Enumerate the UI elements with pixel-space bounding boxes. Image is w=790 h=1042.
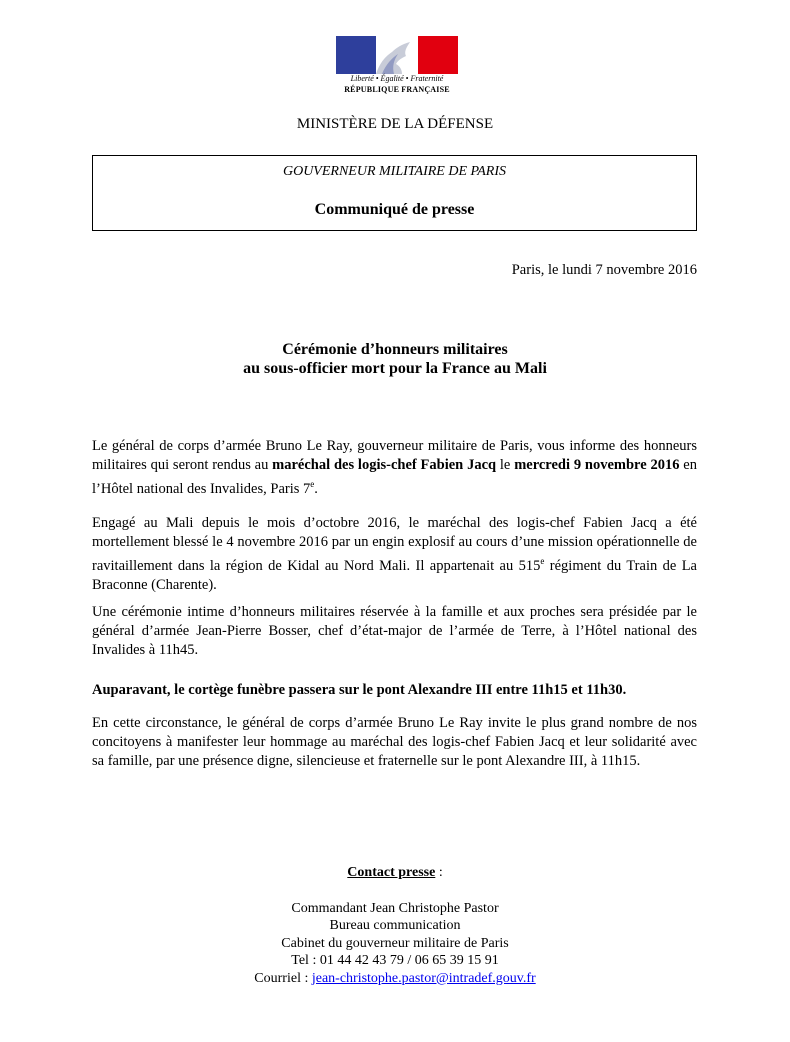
contact-phone: Tel : 01 44 42 43 79 / 06 65 39 15 91 <box>291 953 499 968</box>
title-line-1: Cérémonie d’honneurs militaires <box>282 341 508 358</box>
press-contact <box>0 864 790 987</box>
marianne-flag-icon <box>336 36 458 74</box>
ministry-name: MINISTÈRE DE LA DÉFENSE <box>296 116 494 132</box>
p2-text-a: Engagé au Mali depuis le mois d’octobre 2016, le maréchal des logis-chef Fabien Jacq a été mortellement blessé le 4 novembre 2016 par un engin explosif au cours d’une mission opérationnelle de ravitaillement dans la région de Kidal au Nord Mali. Il appartenait au 515 <box>92 515 697 574</box>
p2-text-b: régiment du Train de La Braconne (Charente). <box>92 557 697 593</box>
paragraph-biography <box>92 514 697 595</box>
contact-email-link[interactable]: jean-christophe.pastor@intradef.gouv.fr <box>311 970 536 986</box>
paragraph-ceremony: Une cérémonie intime d’honneurs militaires réservée à la famille et aux proches sera présidée par le général d’armée Jean-Pierre Bosser, chef d’état-major de l’armée de Terre, à l’Hôtel national des Invalides à 11h45. <box>92 604 697 658</box>
governor-title: GOUVERNEUR MILITAIRE DE PARIS <box>282 164 507 179</box>
contact-heading-suffix: : <box>435 865 443 880</box>
p2-superscript: e <box>540 556 545 566</box>
communique-title: Communiqué de presse <box>314 201 475 218</box>
republique-francaise-logo <box>336 36 458 100</box>
contact-email-label: Courriel : <box>254 970 312 986</box>
p4-text: Auparavant, le cortège funèbre passera sur le pont Alexandre III entre 11h15 et 11h30. <box>92 682 627 698</box>
p1-superscript: e <box>310 479 315 489</box>
logo-republique-francaise: RÉPUBLIQUE FRANÇAISE <box>344 85 450 94</box>
p1-text-f: . <box>314 480 318 497</box>
dateline: Paris, le lundi 7 novembre 2016 <box>511 262 697 278</box>
contact-heading: Contact presse <box>347 865 436 880</box>
contact-heading-line <box>0 864 790 882</box>
contact-cabinet: Cabinet du gouverneur militaire de Paris <box>281 935 509 951</box>
contact-spacer <box>0 882 790 900</box>
logo-motto: Liberté • Égalité • Fraternité <box>350 74 444 83</box>
paragraph-cortege <box>92 681 697 700</box>
paragraph-announcement <box>92 437 697 499</box>
header-box <box>92 155 697 231</box>
contact-name: Commandant Jean Christophe Pastor <box>291 900 499 916</box>
paragraph-invitation: En cette circonstance, le général de corps d’armée Bruno Le Ray invite le plus grand nombre de nos concitoyens à manifester leur hommage au maréchal des logis-chef Fabien Jacq et leur solidarité avec sa famille, par une présence digne, silencieuse et fraternelle sur le pont Alexandre III, à 11h15. <box>92 715 697 769</box>
p1-text-c: le <box>496 457 515 473</box>
p1-text-e: en l’Hôtel national des Invalides, Paris 7 <box>92 457 697 497</box>
title-line-2: au sous-officier mort pour la France au Mali <box>243 360 547 377</box>
contact-office: Bureau communication <box>329 918 461 933</box>
p1-soldier-name: maréchal des logis-chef Fabien Jacq <box>272 457 497 473</box>
contact-email-line <box>0 970 790 988</box>
p1-date: mercredi 9 novembre 2016 <box>514 457 680 473</box>
press-release-title <box>0 340 790 378</box>
p1-text-a: Le général de corps d’armée Bruno Le Ray, gouverneur militaire de Paris, vous informe des honneurs militaires qui seront rendus au <box>92 438 697 473</box>
